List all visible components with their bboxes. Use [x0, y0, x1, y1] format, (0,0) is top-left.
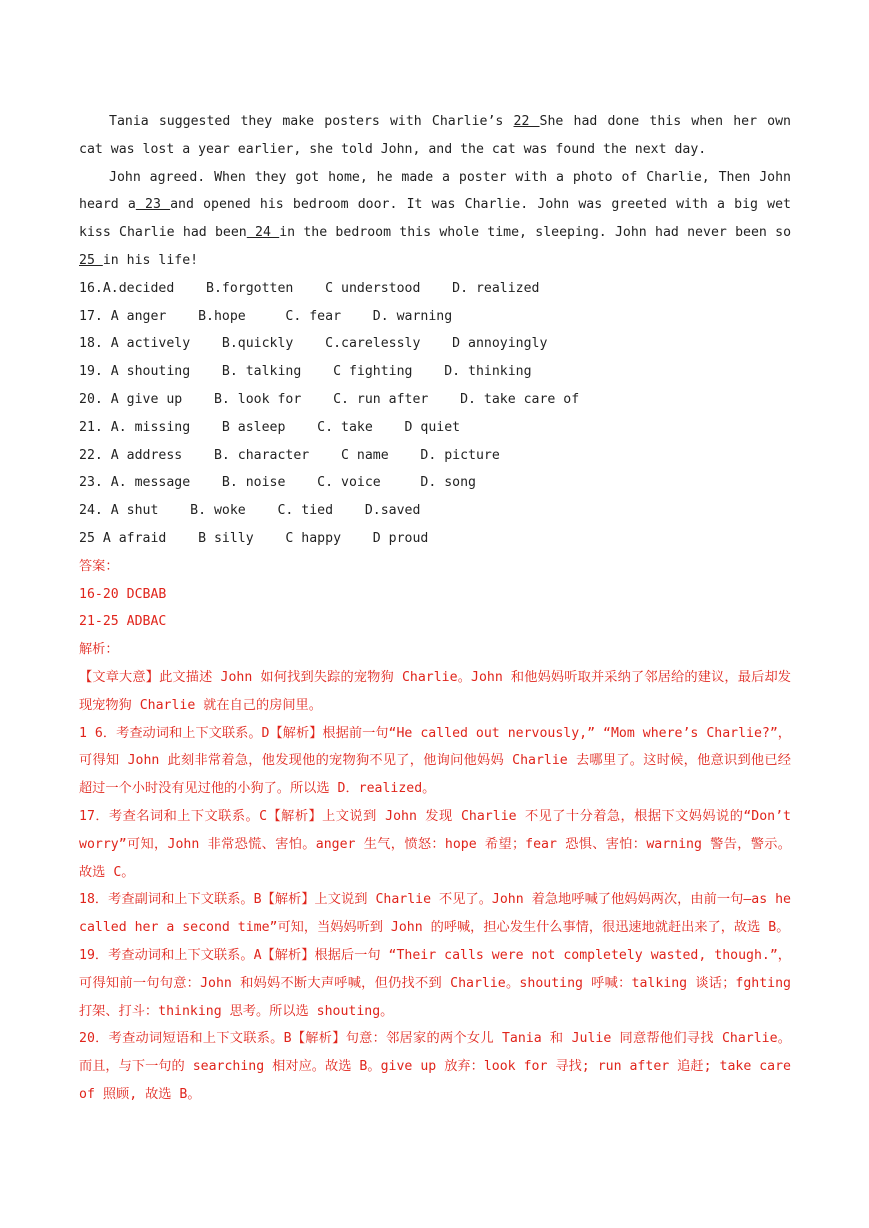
explanation-18: 18．考查副词和上下文联系。B【解析】上文说到 Charlie 不见了。John 着急地呼喊了他妈妈两次，由前一句—as he called her a second time”可知，当妈妈听到 John 的呼喊，担心发生什么事情，很迅速地就赶出来了，故选 B。: [79, 892, 791, 936]
explanation-16: 1 6．考查动词和上下文联系。D【解析】根据前一句“He called out nervously,” “Mom where’s Charlie?”，可得知 John 此刻非常着急，他发现他的宠物狗不见了，他询问他妈妈 Charlie 去哪里了。这时候，他意识到他已经超过一个小时没有见过他的小狗了。所以选 D．realized。: [79, 725, 791, 797]
passage-text: and opened his bedroom door. It was Charlie. John was greeted with a big wet kiss Charlie had been: [79, 197, 791, 241]
passage-text: in the bedroom this whole time, sleeping. John had never been so: [279, 225, 792, 241]
question-list: [79, 275, 791, 553]
question-23: 23. A. message B. noise C. voice D. song: [79, 475, 476, 491]
question-22: 22. A address B. character C name D. picture: [79, 447, 500, 463]
explanation-17: 17．考查名词和上下文联系。C【解析】上文说到 John 发现 Charlie 不见了十分着急，根据下文妈妈说的“Don’t worry”可知，John 非常恐慌、害怕。anger 生气，愤怒：hope 希望；fear 恐惧、害怕：warning 警告，警示。故选 C。: [79, 808, 791, 880]
document-page: [79, 108, 791, 1109]
explanation-summary: 【文章大意】此文描述 John 如何找到失踪的宠物狗 Charlie。John 和他妈妈听取并采纳了邻居给的建议，最后却发现宠物狗 Charlie 就在自己的房间里。: [79, 669, 791, 713]
question-24: 24. A shut B. woke C. tied D.saved: [79, 503, 421, 519]
answer-line-1: 16-20 DCBAB: [79, 586, 167, 602]
question-19: 19. A shouting B. talking C fighting D. thinking: [79, 364, 532, 380]
passage-text: Tania suggested they make posters with Charlie’s: [109, 114, 514, 129]
blank-24: 24: [246, 225, 280, 241]
question-18: 18. A actively B.quickly C.carelessly D annoyingly: [79, 336, 548, 352]
passage-text: She had done this when her own cat was lost a year earlier, she told John, and the cat was found the next day.: [79, 114, 791, 157]
explanation-19: 19．考查动词和上下文联系。A【解析】根据后一句 “Their calls were not completely wasted, though.”，可得知前一句句意：John 和妈妈不断大声呼喊，但仍找不到 Charlie。shouting 呼喊：talking 谈话；fghting 打架、打斗：thinking 思考。所以选 shouting。: [79, 947, 791, 1019]
question-20: 20. A give up B. look for C. run after D. take care of: [79, 391, 580, 407]
answer-label: 答案：: [79, 558, 119, 574]
passage-paragraph-1: [79, 108, 791, 164]
explanation-20: 20．考查动词短语和上下文联系。B【解析】句意：邻居家的两个女儿 Tania 和 Julie 同意帮他们寻找 Charlie。而且，与下一句的 searching 相对应。故选 B。give up 放弃：look for 寻找; run after 追赶; take care of 照顾, 故选 B。: [79, 1031, 791, 1102]
passage-paragraph-2: [79, 164, 791, 275]
passage-text: in his life!: [102, 252, 199, 268]
answer-line-2: 21-25 ADBAC: [79, 614, 167, 630]
question-16: 16.A.decided B.forgotten C understood D. realized: [79, 280, 540, 296]
passage-text: John agreed. When they got home, he made a poster with a photo of Charlie, Then John heard a: [79, 169, 791, 213]
question-25: 25 A afraid B silly C happy D proud: [79, 530, 429, 546]
analysis-label: 解析：: [79, 642, 119, 658]
question-17: 17. A anger B.hope C. fear D. warning: [79, 308, 453, 324]
blank-22: 22: [513, 114, 540, 129]
blank-25: 25: [79, 252, 103, 268]
question-21: 21. A. missing B asleep C. take D quiet: [79, 419, 461, 435]
blank-23: 23: [135, 197, 171, 213]
